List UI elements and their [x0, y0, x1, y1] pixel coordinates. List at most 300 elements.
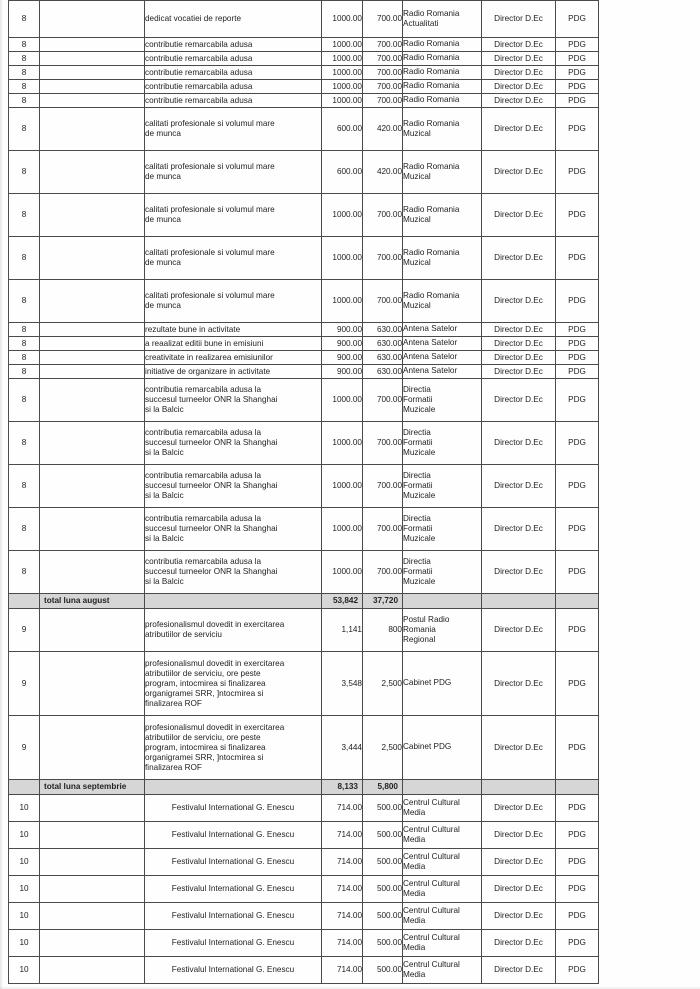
reason-line: si la Balcic: [145, 576, 184, 586]
month-cell: 8: [9, 323, 40, 337]
beneficiary-cell: [40, 957, 145, 984]
reason-cell: [145, 38, 322, 52]
month-cell: 9: [9, 609, 40, 652]
structure-line: Radio Romania: [403, 119, 460, 129]
structure-line: Radio Romania: [403, 95, 460, 105]
endorser-cell: PDG: [556, 652, 599, 716]
net-amount: 500.00: [363, 795, 403, 822]
endorser-cell: PDG: [556, 465, 599, 508]
approver-cell: Director D.Ec: [482, 930, 556, 957]
endorser-cell: PDG: [556, 822, 599, 849]
structure-line: Romania: [403, 624, 436, 634]
reason-cell: [145, 237, 322, 280]
beneficiary-cell: [40, 151, 145, 194]
beneficiary-cell: [40, 822, 145, 849]
table-total-row: [9, 780, 599, 795]
month-cell: 10: [9, 930, 40, 957]
beneficiary-cell: [40, 379, 145, 422]
net-amount: 630.00: [363, 365, 403, 379]
total-month-cell: [9, 780, 40, 795]
structure-line: Radio Romania: [403, 205, 460, 215]
structure-line: Muzicale: [403, 491, 436, 501]
approver-cell: Director D.Ec: [482, 194, 556, 237]
table-row: [9, 280, 599, 323]
structure-line: Muzicale: [403, 448, 436, 458]
structure-cell: [403, 903, 482, 930]
reason-cell: [145, 365, 322, 379]
structure-line: Centrul Cultural: [403, 960, 460, 970]
table-row: [9, 551, 599, 594]
structure-cell: [403, 194, 482, 237]
approver-cell: Director D.Ec: [482, 108, 556, 151]
structure-line: Radio Romania: [403, 9, 460, 19]
approver-cell: Director D.Ec: [482, 337, 556, 351]
beneficiary-cell: [40, 849, 145, 876]
approver-cell: Director D.Ec: [482, 38, 556, 52]
endorser-cell: PDG: [556, 151, 599, 194]
structure-cell: [403, 876, 482, 903]
structure-cell: [403, 80, 482, 94]
structure-line: Radio Romania: [403, 291, 460, 301]
beneficiary-cell: [40, 422, 145, 465]
reason-line: organigramei SRR, ]ntocmirea si: [145, 688, 264, 698]
reason-line: contributia remarcabila adusa la: [145, 385, 262, 395]
gross-amount: 714.00: [322, 849, 363, 876]
structure-line: Muzical: [403, 215, 431, 224]
reason-line: Festivalul International G. Enescu: [171, 857, 295, 867]
structure-cell: [403, 1, 482, 38]
structure-line: Muzicale: [403, 534, 436, 544]
net-amount: 700.00: [363, 465, 403, 508]
structure-line: Centrul Cultural: [403, 852, 460, 862]
endorser-cell: PDG: [556, 194, 599, 237]
structure-cell: [403, 849, 482, 876]
structure-cell: [403, 652, 482, 716]
reason-line: profesionalismul dovedit in exercitarea: [145, 620, 285, 630]
net-amount: 420.00: [363, 151, 403, 194]
net-amount: 700.00: [363, 1, 403, 38]
structure-line: Radio Romania: [403, 81, 460, 91]
reason-cell: [145, 108, 322, 151]
structure-cell: [403, 930, 482, 957]
structure-line: Directia: [403, 470, 431, 480]
month-cell: 10: [9, 822, 40, 849]
month-cell: 8: [9, 151, 40, 194]
reason-line: Festivalul International G. Enescu: [171, 803, 295, 813]
month-cell: 8: [9, 1, 40, 38]
net-amount: 500.00: [363, 957, 403, 984]
scan-edge-artifact-left: [0, 0, 3, 989]
reason-line: contributie remarcabila adusa: [145, 39, 253, 49]
endorser-cell: PDG: [556, 422, 599, 465]
endorser-cell: PDG: [556, 365, 599, 379]
endorser-cell: PDG: [556, 930, 599, 957]
approver-cell: Director D.Ec: [482, 652, 556, 716]
net-amount: 500.00: [363, 903, 403, 930]
net-amount: 500.00: [363, 930, 403, 957]
structure-line: Radio Romania: [403, 162, 460, 172]
table-row: [9, 903, 599, 930]
approver-cell: Director D.Ec: [482, 465, 556, 508]
net-amount: 700.00: [363, 280, 403, 323]
structure-line: Centrul Cultural: [403, 879, 460, 889]
gross-amount: 900.00: [322, 365, 363, 379]
total-approver-cell: [482, 594, 556, 609]
endorser-cell: PDG: [556, 94, 599, 108]
structure-cell: [403, 957, 482, 984]
net-amount: 700.00: [363, 194, 403, 237]
reason-line: si la Balcic: [145, 490, 184, 500]
reason-cell: [145, 379, 322, 422]
reason-line: si la Balcic: [145, 533, 184, 543]
reason-cell: [145, 66, 322, 80]
reason-line: succesul turneelor ONR la Shanghai: [145, 567, 278, 577]
reason-line: calitati profesionale si volumul mare: [145, 119, 275, 129]
reason-line: initiative de organizare in activitate: [145, 366, 271, 376]
reason-cell: [145, 903, 322, 930]
approver-cell: Director D.Ec: [482, 365, 556, 379]
net-amount: 800: [363, 609, 403, 652]
month-cell: 8: [9, 422, 40, 465]
gross-amount: 1000.00: [322, 38, 363, 52]
approver-cell: Director D.Ec: [482, 822, 556, 849]
structure-line: Regional: [403, 635, 436, 645]
beneficiary-cell: [40, 351, 145, 365]
beneficiary-cell: [40, 337, 145, 351]
beneficiary-cell: [40, 94, 145, 108]
reason-cell: [145, 876, 322, 903]
reason-cell: [145, 323, 322, 337]
net-amount: 700.00: [363, 551, 403, 594]
total-net-amount: 37,720: [363, 594, 403, 609]
structure-cell: [403, 795, 482, 822]
reason-line: de munca: [145, 129, 181, 138]
month-cell: 8: [9, 52, 40, 66]
structure-line: Radio Romania: [403, 67, 460, 77]
endorser-cell: PDG: [556, 716, 599, 780]
reason-line: atributiilor de serviciu, ore peste: [145, 668, 261, 678]
endorser-cell: PDG: [556, 80, 599, 94]
reason-line: atributiilor de serviciu, ore peste: [145, 732, 261, 742]
total-reason-cell: [145, 780, 322, 795]
gross-amount: 714.00: [322, 903, 363, 930]
bonus-register-table: [8, 0, 599, 984]
gross-amount: 714.00: [322, 795, 363, 822]
structure-line: Cabinet PDG: [403, 742, 452, 752]
net-amount: 630.00: [363, 351, 403, 365]
table-row: [9, 66, 599, 80]
total-net-amount: 5,800: [363, 780, 403, 795]
approver-cell: Director D.Ec: [482, 849, 556, 876]
table-row: [9, 108, 599, 151]
net-amount: 700.00: [363, 38, 403, 52]
month-cell: 10: [9, 795, 40, 822]
beneficiary-cell: [40, 795, 145, 822]
reason-line: creativitate in realizarea emisiunilor: [145, 352, 273, 362]
reason-line: dedicat vocatiei de reporte: [145, 14, 242, 24]
beneficiary-cell: [40, 38, 145, 52]
structure-line: Formatii: [403, 566, 433, 576]
beneficiary-cell: [40, 930, 145, 957]
approver-cell: Director D.Ec: [482, 508, 556, 551]
net-amount: 700.00: [363, 508, 403, 551]
net-amount: 500.00: [363, 876, 403, 903]
reason-line: calitati profesionale si volumul mare: [145, 162, 275, 172]
reason-cell: [145, 957, 322, 984]
endorser-cell: PDG: [556, 508, 599, 551]
gross-amount: 1000.00: [322, 422, 363, 465]
endorser-cell: PDG: [556, 903, 599, 930]
structure-line: Postul Radio: [403, 614, 450, 624]
net-amount: 700.00: [363, 94, 403, 108]
reason-cell: [145, 94, 322, 108]
month-cell: 8: [9, 108, 40, 151]
reason-line: Festivalul International G. Enescu: [171, 911, 295, 921]
structure-line: Media: [403, 889, 426, 898]
structure-line: Actualitati: [403, 19, 439, 28]
structure-line: Directia: [403, 384, 431, 394]
approver-cell: Director D.Ec: [482, 80, 556, 94]
month-cell: 8: [9, 351, 40, 365]
table-row: [9, 716, 599, 780]
endorser-cell: PDG: [556, 351, 599, 365]
gross-amount: 1000.00: [322, 551, 363, 594]
endorser-cell: PDG: [556, 108, 599, 151]
beneficiary-cell: [40, 66, 145, 80]
table-row: [9, 80, 599, 94]
net-amount: 500.00: [363, 849, 403, 876]
reason-line: program, intocmirea si finalizarea: [145, 742, 266, 752]
total-label: total luna septembrie: [40, 780, 145, 795]
structure-line: Directia: [403, 513, 431, 523]
reason-line: profesionalismul dovedit in exercitarea: [145, 722, 285, 732]
reason-line: finalizarea ROF: [145, 698, 202, 708]
reason-line: calitati profesionale si volumul mare: [145, 248, 275, 258]
structure-line: Formatii: [403, 480, 433, 490]
gross-amount: 1000.00: [322, 52, 363, 66]
structure-cell: [403, 94, 482, 108]
structure-line: Media: [403, 862, 426, 871]
structure-cell: [403, 337, 482, 351]
reason-cell: [145, 551, 322, 594]
reason-line: si la Balcic: [145, 447, 184, 457]
reason-line: succesul turneelor ONR la Shanghai: [145, 438, 278, 448]
gross-amount: 1000.00: [322, 66, 363, 80]
month-cell: 8: [9, 508, 40, 551]
structure-line: Directia: [403, 427, 431, 437]
approver-cell: Director D.Ec: [482, 903, 556, 930]
gross-amount: 600.00: [322, 151, 363, 194]
structure-cell: [403, 551, 482, 594]
beneficiary-cell: [40, 652, 145, 716]
reason-line: rezultate bune in activitate: [145, 324, 241, 334]
gross-amount: 1000.00: [322, 1, 363, 38]
net-amount: 700.00: [363, 66, 403, 80]
reason-line: contributia remarcabila adusa la: [145, 514, 262, 524]
table-row: [9, 930, 599, 957]
month-cell: 8: [9, 337, 40, 351]
table-row: [9, 508, 599, 551]
table-row: [9, 52, 599, 66]
structure-cell: [403, 365, 482, 379]
net-amount: 700.00: [363, 52, 403, 66]
reason-cell: [145, 80, 322, 94]
net-amount: 630.00: [363, 323, 403, 337]
reason-line: Festivalul International G. Enescu: [171, 830, 295, 840]
month-cell: 8: [9, 365, 40, 379]
endorser-cell: PDG: [556, 323, 599, 337]
approver-cell: Director D.Ec: [482, 609, 556, 652]
structure-cell: [403, 108, 482, 151]
table-row: [9, 379, 599, 422]
approver-cell: Director D.Ec: [482, 351, 556, 365]
structure-cell: [403, 351, 482, 365]
month-cell: 9: [9, 716, 40, 780]
month-cell: 10: [9, 849, 40, 876]
net-amount: 700.00: [363, 80, 403, 94]
structure-cell: [403, 323, 482, 337]
reason-cell: [145, 1, 322, 38]
beneficiary-cell: [40, 194, 145, 237]
structure-line: Media: [403, 808, 426, 817]
reason-cell: [145, 465, 322, 508]
net-amount: 2,500: [363, 652, 403, 716]
structure-cell: [403, 465, 482, 508]
approver-cell: Director D.Ec: [482, 52, 556, 66]
structure-line: Centrul Cultural: [403, 825, 460, 835]
reason-line: contributie remarcabila adusa: [145, 81, 253, 91]
reason-line: contributie remarcabila adusa: [145, 67, 253, 77]
table-row: [9, 194, 599, 237]
month-cell: 9: [9, 652, 40, 716]
total-reason-cell: [145, 594, 322, 609]
reason-line: calitati profesionale si volumul mare: [145, 291, 275, 301]
structure-line: Centrul Cultural: [403, 798, 460, 808]
table-row: [9, 822, 599, 849]
approver-cell: Director D.Ec: [482, 66, 556, 80]
table-row: [9, 609, 599, 652]
table-row: [9, 1, 599, 38]
gross-amount: 1,141: [322, 609, 363, 652]
total-org-cell: [403, 780, 482, 795]
beneficiary-cell: [40, 465, 145, 508]
reason-cell: [145, 930, 322, 957]
reason-line: contributie remarcabila adusa: [145, 53, 253, 63]
gross-amount: 1000.00: [322, 465, 363, 508]
beneficiary-cell: [40, 609, 145, 652]
structure-cell: [403, 716, 482, 780]
reason-line: succesul turneelor ONR la Shanghai: [145, 481, 278, 491]
reason-cell: [145, 194, 322, 237]
structure-line: Antena Satelor: [403, 352, 458, 362]
endorser-cell: PDG: [556, 237, 599, 280]
reason-line: contributie remarcabila adusa: [145, 95, 253, 105]
structure-line: Media: [403, 970, 426, 979]
endorser-cell: PDG: [556, 957, 599, 984]
reason-line: contributia remarcabila adusa la: [145, 557, 262, 567]
total-endorser-cell: [556, 594, 599, 609]
gross-amount: 600.00: [322, 108, 363, 151]
structure-cell: [403, 280, 482, 323]
gross-amount: 1000.00: [322, 94, 363, 108]
month-cell: 10: [9, 876, 40, 903]
table-row: [9, 94, 599, 108]
month-cell: 8: [9, 551, 40, 594]
structure-line: Media: [403, 943, 426, 952]
structure-line: Media: [403, 916, 426, 925]
table-row: [9, 365, 599, 379]
net-amount: 630.00: [363, 337, 403, 351]
endorser-cell: PDG: [556, 379, 599, 422]
beneficiary-cell: [40, 508, 145, 551]
approver-cell: Director D.Ec: [482, 422, 556, 465]
table-row: [9, 652, 599, 716]
gross-amount: 900.00: [322, 323, 363, 337]
structure-line: Radio Romania: [403, 39, 460, 49]
approver-cell: Director D.Ec: [482, 379, 556, 422]
reason-line: succesul turneelor ONR la Shanghai: [145, 395, 278, 405]
endorser-cell: PDG: [556, 849, 599, 876]
structure-cell: [403, 38, 482, 52]
structure-cell: [403, 508, 482, 551]
reason-cell: [145, 849, 322, 876]
structure-line: Radio Romania: [403, 53, 460, 63]
reason-line: calitati profesionale si volumul mare: [145, 205, 275, 215]
beneficiary-cell: [40, 108, 145, 151]
reason-cell: [145, 351, 322, 365]
gross-amount: 714.00: [322, 957, 363, 984]
reason-cell: [145, 422, 322, 465]
approver-cell: Director D.Ec: [482, 876, 556, 903]
structure-line: Centrul Cultural: [403, 906, 460, 916]
endorser-cell: PDG: [556, 551, 599, 594]
structure-line: Media: [403, 835, 426, 844]
month-cell: 8: [9, 66, 40, 80]
table-row: [9, 151, 599, 194]
beneficiary-cell: [40, 551, 145, 594]
structure-cell: [403, 822, 482, 849]
structure-cell: [403, 237, 482, 280]
reason-cell: [145, 795, 322, 822]
reason-line: Festivalul International G. Enescu: [171, 938, 295, 948]
reason-cell: [145, 337, 322, 351]
table-row: [9, 422, 599, 465]
month-cell: 10: [9, 957, 40, 984]
gross-amount: 1000.00: [322, 379, 363, 422]
beneficiary-cell: [40, 876, 145, 903]
month-cell: 8: [9, 379, 40, 422]
month-cell: 8: [9, 38, 40, 52]
structure-line: Antena Satelor: [403, 366, 458, 376]
structure-line: Formatii: [403, 523, 433, 533]
approver-cell: Director D.Ec: [482, 957, 556, 984]
month-cell: 8: [9, 280, 40, 323]
table-row: [9, 237, 599, 280]
gross-amount: 1000.00: [322, 237, 363, 280]
gross-amount: 3,548: [322, 652, 363, 716]
reason-line: a reaalizat editii bune in emisiuni: [145, 338, 264, 348]
approver-cell: Director D.Ec: [482, 94, 556, 108]
total-approver-cell: [482, 780, 556, 795]
beneficiary-cell: [40, 80, 145, 94]
table-row: [9, 323, 599, 337]
net-amount: 700.00: [363, 237, 403, 280]
structure-line: Muzicale: [403, 405, 436, 415]
total-month-cell: [9, 594, 40, 609]
reason-line: de munca: [145, 215, 181, 224]
total-gross-amount: 53,842: [322, 594, 363, 609]
reason-line: de munca: [145, 301, 181, 310]
